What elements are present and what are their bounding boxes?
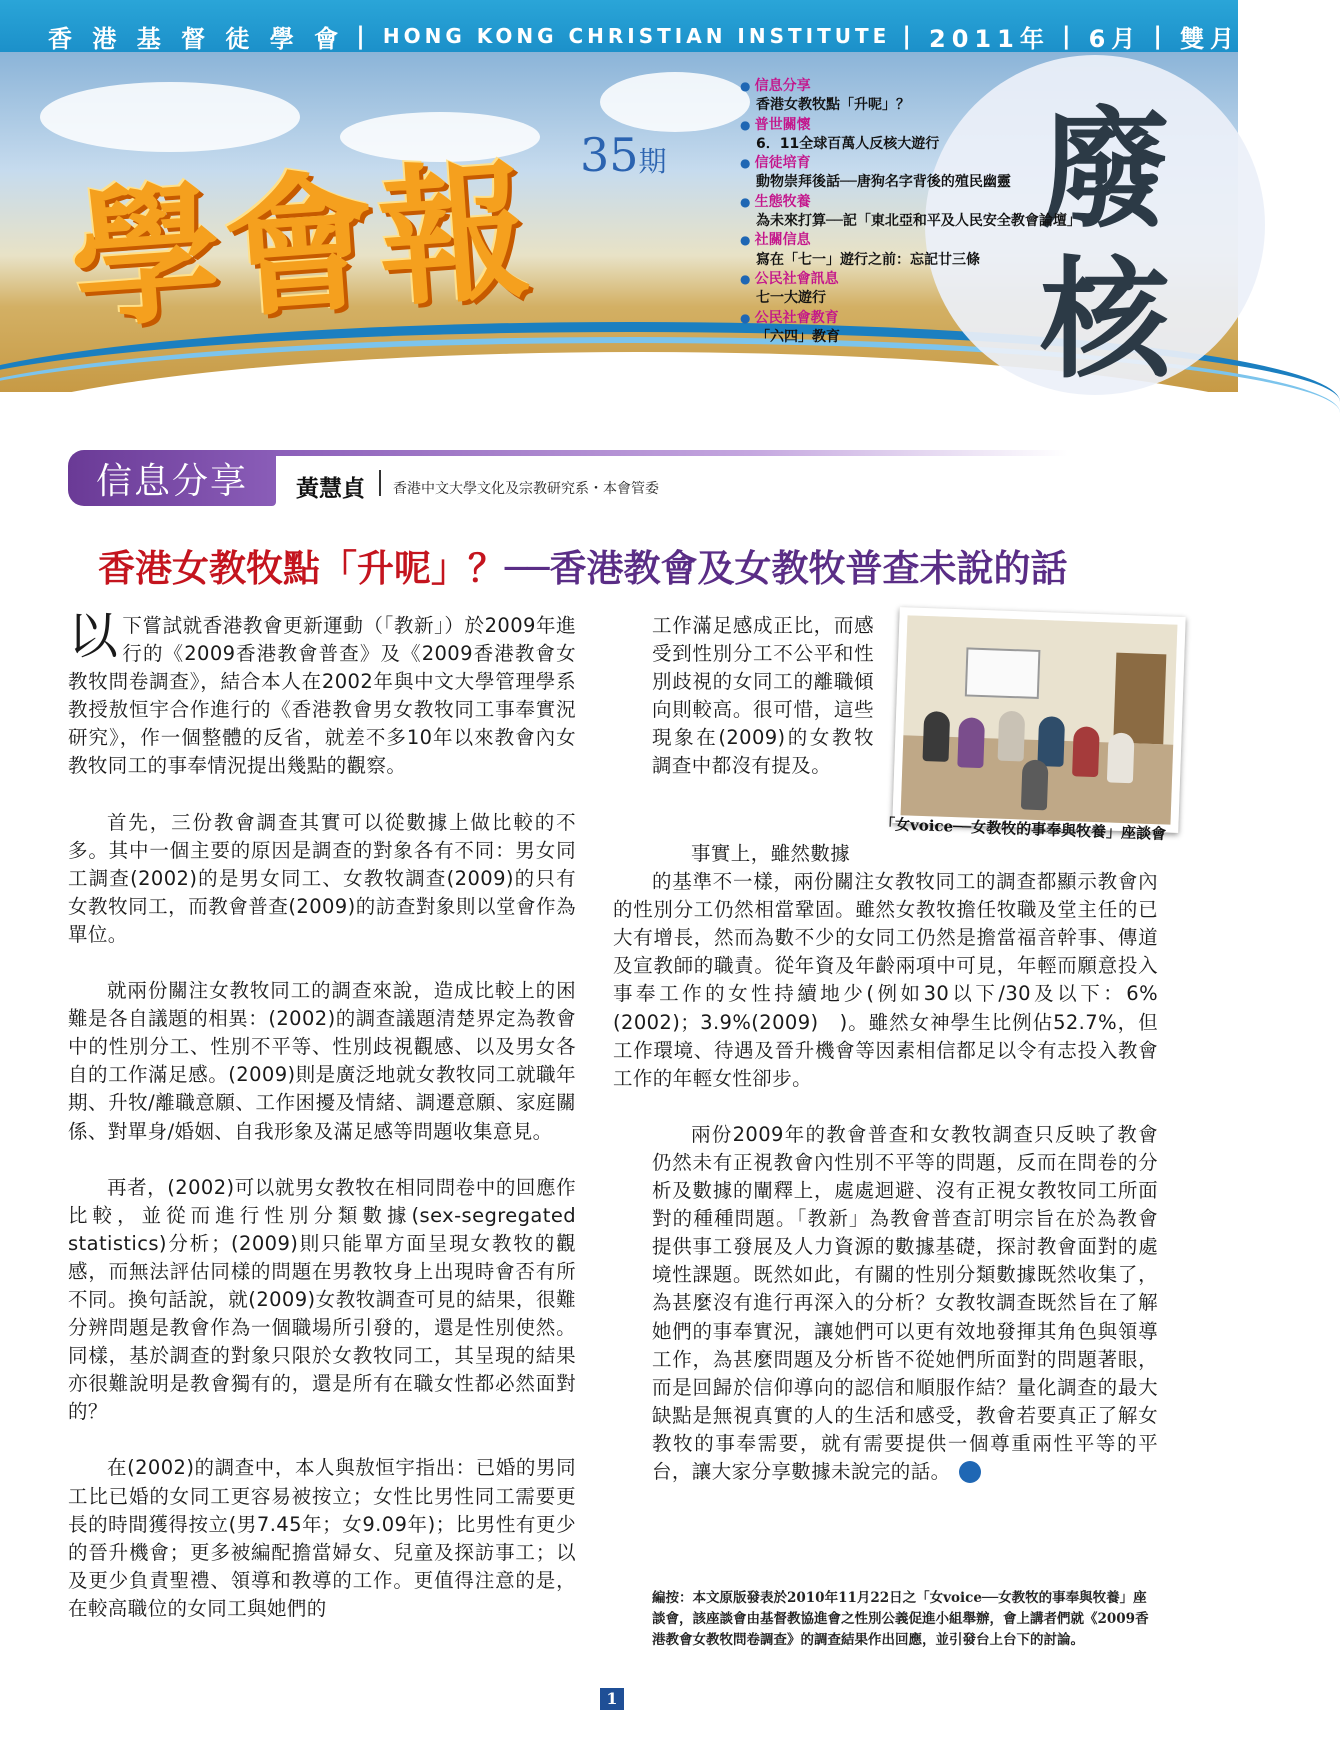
- org-name-zh: 香 港 基 督 徒 學 會: [48, 24, 345, 53]
- issue-number: [580, 128, 667, 182]
- toc-desc: 「六四」教育: [756, 328, 840, 345]
- photo-person: [1072, 726, 1100, 777]
- dropcap: 以: [68, 607, 119, 665]
- toc-category: ● 信徒培育: [740, 154, 1100, 173]
- headline-main: 香港女教牧點「升呢」？: [98, 547, 505, 590]
- toc-item[interactable]: [740, 309, 1100, 348]
- article-column-left: [68, 607, 576, 1651]
- toc-category: ● 公民社會訊息: [740, 270, 1100, 289]
- photo-person: [1037, 716, 1065, 767]
- toc-category: ● 信息分享: [740, 77, 1100, 96]
- toc-item[interactable]: [740, 154, 1100, 193]
- toc-desc: 為未來打算──記「東北亞和平及人民安全教會論壇」: [756, 213, 1081, 230]
- feature-brush-title: 廢核: [1039, 93, 1170, 396]
- toc-desc: 七一大遊行: [756, 290, 826, 307]
- issue-frequency: 雙月刊: [1180, 24, 1271, 53]
- masthead-title: 學會報: [65, 142, 539, 350]
- divider: |: [902, 22, 918, 50]
- photo-person: [998, 711, 1026, 762]
- paragraph-lead: 事實上，雖然數據: [691, 842, 851, 865]
- page-number: 1: [600, 1688, 624, 1710]
- paragraph-text: 下嘗試就香港教會更新運動（「教新」）於2009年進行的《2009香港教會普查》及《2009香港教會女教牧問卷調查》，結合本人在2002年與中文大學管理學系教授敖恒宇合作進行的《香港教會男女教牧同工事奉實況研究》，作一個整體的反省，就差不多10年以來教會內女教牧同工的事奉情況提出幾點的觀察。: [68, 614, 576, 778]
- divider: |: [1153, 22, 1169, 50]
- section-label: 信息分享: [68, 450, 276, 506]
- paragraph: 在(2002)的調查中，本人與敖恒宇指出：已婚的男同工比已婚的女同工更容易被按立；女性比男性同工需要更長的時間獲得按立(男7.45年；女9.09年)；比男性有更少的晉升機會；更多被編配擔當婦女、兒童及探訪事工；以及更少負責聖禮、領導和教導的工作。更值得注意的是，在較高職位的女同工與她們的: [68, 1456, 576, 1620]
- paragraph-text: 的基準不一樣，兩份關注女教牧同工的調查都顯示教會內的性別分工仍然相當鞏固。雖然女教牧擔任牧職及堂主任的已大有增長，然而為數不少的女同工仍然是擔當福音幹事、傳道及宣教師的職責。從年資及年齡兩項中可見，年輕而願意投入事奉工作的女性持續地少(例如30以下/30及以下：6% (2002)；3.9%(2009) )。雖然女神學生比例佔52.7%，但工作環境、待遇及晉升機會等因素相信都足以令有志投入教會工作的年輕女性卻步。: [613, 870, 1185, 1090]
- toc-category: ● 普世關懷: [740, 116, 1100, 135]
- photo-screen: [965, 647, 1041, 699]
- headline-sub: ──香港教會及女教牧普查未說的話: [505, 547, 1068, 590]
- photo-person: [1021, 759, 1049, 810]
- issue-year: 2011年: [929, 24, 1050, 53]
- event-photo: [892, 607, 1185, 833]
- toc-item[interactable]: [740, 270, 1100, 309]
- photo-person: [922, 711, 950, 762]
- toc-category: ● 生態牧養: [740, 193, 1100, 212]
- paragraph-text: 兩份2009年的教會普查和女教牧調查只反映了教會仍然未有正視教會內性別不平等的問題，反而在問卷的分析及數據的闡釋上，處處迴避、沒有正視女教牧同工所面對的種種問題。「教新」為教會普查訂明宗旨在於為教會提供事工發展及人力資源的數據基礎，探討教會面對的處境性課題。既然如此，有關的性別分類數據既然收集了，為甚麼沒有進行再深入的分析？女教牧調查既然旨在了解她們的事奉實況，讓她們可以更有效地發揮其角色與領導工作，為甚麼問題及分析皆不從她們所面對的問題著眼，而是回歸於信仰導向的認信和順服作結？量化調查的最大缺點是無視真實的人的生活和感受，教會若要真正了解女教牧的事奉需要，就有需要提供一個尊重兩性平等的平台，讓大家分享數據未說完的話。: [652, 1122, 1158, 1483]
- article-column-right: [613, 840, 1185, 1514]
- article-column-right-top: [652, 612, 874, 809]
- section-header: [68, 450, 1058, 506]
- article-headline: [98, 538, 1158, 592]
- toc-desc: 6．11全球百萬人反核大遊行: [756, 135, 940, 152]
- paragraph: 工作滿足感成正比，而感受到性別分工不公平和性別歧視的女同工的離職傾向則較高。很可惜，這些現象在(2009)的女教牧調查中都沒有提及。: [652, 614, 874, 778]
- cloud: [600, 72, 750, 132]
- photo-person: [1107, 732, 1135, 783]
- toc-category: ● 社關信息: [740, 231, 1100, 250]
- photo-person: [957, 717, 985, 768]
- paragraph: 首先，三份教會調查其實可以從數據上做比較的不多。其中一個主要的原因是調查的對象各有不同：男女同工調查(2002)的是男女同工、女教牧調查(2009)的只有女教牧同工，而教會普查(2009)的訪查對象則以堂會作為單位。: [68, 810, 576, 946]
- author-name: 黃慧貞: [296, 476, 365, 502]
- divider: [379, 470, 381, 496]
- toc-desc: 寫在「七一」遊行之前：忘記廿三條: [756, 251, 980, 268]
- photo-caption: 「女voice──女教牧的事奉與牧養」座談會: [879, 815, 1167, 843]
- issue-number-suffix: 期: [638, 145, 667, 178]
- divider: |: [356, 22, 371, 50]
- paragraph: [652, 1121, 1158, 1486]
- issue-number-value: 35: [580, 128, 639, 182]
- org-name-en: HONG KONG CHRISTIAN INSTITUTE: [382, 24, 891, 48]
- table-of-contents: [740, 77, 1100, 347]
- paragraph: [613, 840, 1185, 1093]
- issue-month: 6月: [1088, 24, 1142, 53]
- author-affiliation: 香港中文大學文化及宗教研究系・本會管委: [393, 481, 659, 497]
- paragraph: 再者，(2002)可以就男女教牧在相同問卷中的回應作比較，並從而進行性別分類數據(sex-segregated statistics)分析；(2009)則只能單方面呈現女教牧的觀感，而無法評估同樣的問題在男教牧身上出現時會否有所不同。換句話說，就(2009)女教牧調查可見的結果，很難分辨問題是教會作為一個職場所引發的，還是性別使然。同樣，基於調查的對象只限於女教牧同工，其呈現的結果亦很難說明是教會獨有的，還是所有在職女性都必然面對的？: [68, 1175, 576, 1424]
- photo-shelf: [1113, 653, 1166, 745]
- toc-item[interactable]: [740, 116, 1100, 155]
- paragraph: 就兩份關注女教牧同工的調查來說，造成比較上的困難是各自議題的相異：(2002)的調查議題清楚界定為教會中的性別分工、性別不平等、性別歧視觀感、以及男女各自的工作滿足感。(2009)則是廣泛地就女教牧同工就職年期、升牧/離職意願、工作困擾及情緒、調遷意願、家庭關係、對單身/婚姻、自我形象及滿足感等問題收集意見。: [68, 979, 576, 1143]
- toc-item[interactable]: [740, 193, 1100, 232]
- editor-note: 編按：本文原版發表於2010年11月22日之「女voice──女教牧的事奉與牧養」座談會，該座談會由基督教協進會之性別公義促進小組舉辦，會上講者們就《2009香港教會女教牧問卷調查》的調查結果作出回應，並引發台上台下的討論。: [652, 1590, 1149, 1648]
- section-rule: [268, 450, 1068, 456]
- toc-desc: 香港女教牧點「升呢」？: [756, 97, 910, 114]
- toc-item[interactable]: [740, 231, 1100, 270]
- paragraph: [68, 607, 576, 781]
- toc-item[interactable]: [740, 77, 1100, 116]
- toc-desc: 動物崇拜後話──唐狗名字背後的殖民幽靈: [756, 174, 1011, 191]
- toc-category: ● 公民社會教育: [740, 309, 1100, 328]
- divider: |: [1061, 22, 1077, 50]
- end-mark-icon: [959, 1461, 981, 1483]
